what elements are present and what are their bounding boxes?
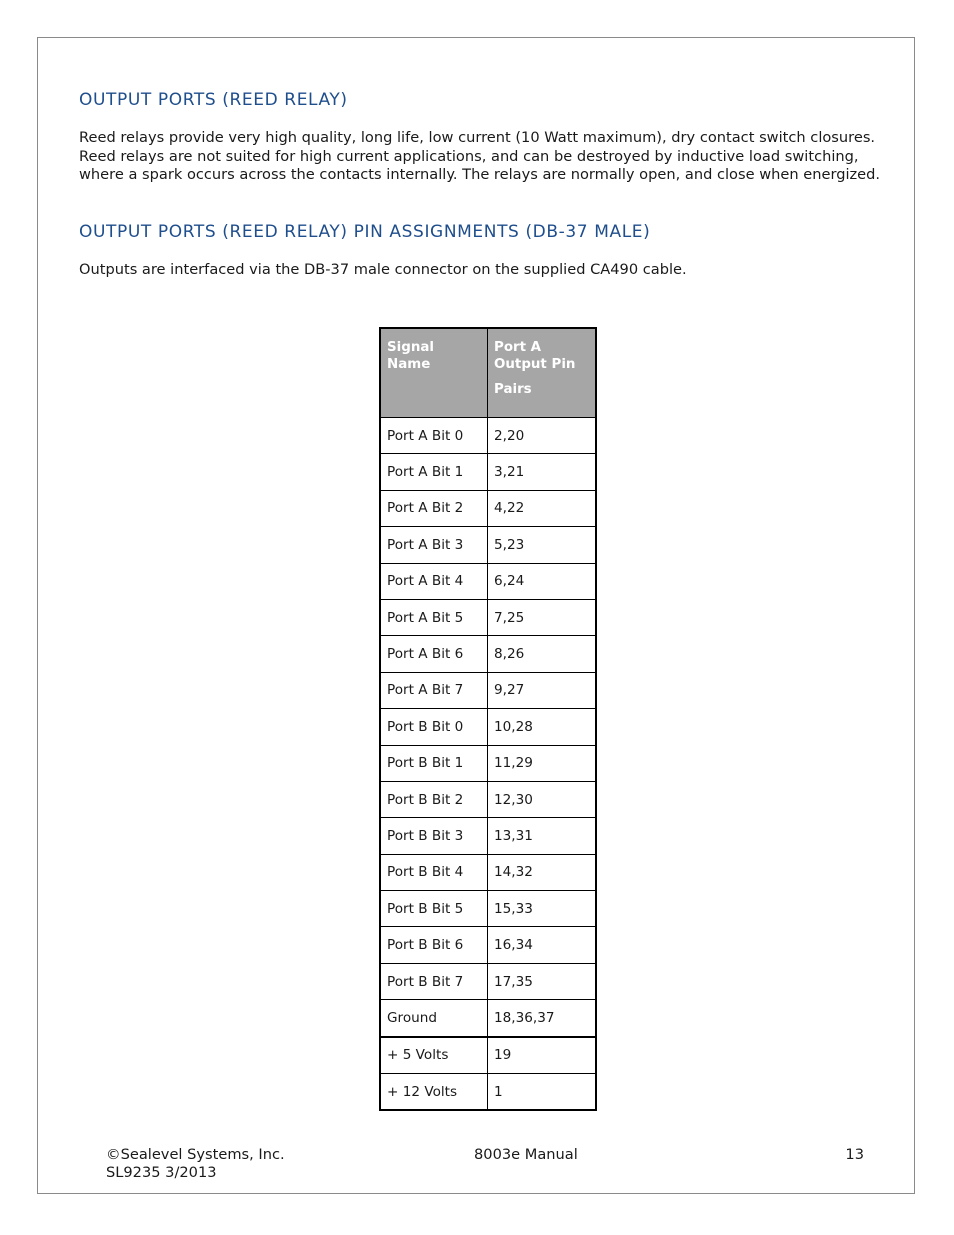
signal-name-cell: Port B Bit 7 <box>380 963 488 999</box>
pin-pairs-cell: 13,31 <box>488 818 597 854</box>
pin-pairs-cell: 19 <box>488 1037 597 1074</box>
signal-name-cell: Port A Bit 3 <box>380 527 488 563</box>
signal-name-cell: Port B Bit 4 <box>380 854 488 890</box>
footer-page-number: 13 <box>845 1146 864 1163</box>
signal-name-cell: Port A Bit 7 <box>380 672 488 708</box>
signal-name-cell: Port A Bit 4 <box>380 563 488 599</box>
signal-name-cell: Port A Bit 6 <box>380 636 488 672</box>
table-row <box>380 709 596 745</box>
table-row <box>380 527 596 563</box>
footer-left <box>106 1146 285 1182</box>
pin-pairs-cell: 3,21 <box>488 454 597 490</box>
signal-name-cell: Port B Bit 5 <box>380 891 488 927</box>
table-row <box>380 636 596 672</box>
signal-name-cell: + 12 Volts <box>380 1074 488 1111</box>
signal-name-cell: Ground <box>380 1000 488 1037</box>
header-signal-name: Signal Name <box>380 328 488 418</box>
table-row <box>380 1000 596 1037</box>
reed-relay-description: Reed relays provide very high quality, long life, low current (10 Watt maximum), dry contact switch closures. Reed relays are not suited for high current applications, and can be destroyed by inductive load switching, where a spark occurs across the contacts internally. The relays are normally open, and close when energized. <box>79 129 881 183</box>
table-row <box>380 963 596 999</box>
signal-name-cell: Port A Bit 0 <box>380 418 488 454</box>
table-row <box>380 818 596 854</box>
section-heading-pin-assignments: OUTPUT PORTS (REED RELAY) PIN ASSIGNMENTS (DB-37 MALE) <box>79 222 651 242</box>
pin-assignment-table <box>379 327 597 1111</box>
table-row <box>380 672 596 708</box>
pin-pairs-cell: 7,25 <box>488 599 597 635</box>
signal-name-cell: + 5 Volts <box>380 1037 488 1074</box>
signal-name-cell: Port B Bit 6 <box>380 927 488 963</box>
signal-name-cell: Port B Bit 1 <box>380 745 488 781</box>
table-row <box>380 781 596 817</box>
signal-name-cell: Port B Bit 2 <box>380 781 488 817</box>
header-line-2: Output Pin <box>494 357 576 372</box>
signal-name-cell: Port A Bit 5 <box>380 599 488 635</box>
signal-name-cell: Port B Bit 0 <box>380 709 488 745</box>
table-row <box>380 1074 596 1111</box>
pin-pairs-cell: 16,34 <box>488 927 597 963</box>
pin-pairs-cell: 2,20 <box>488 418 597 454</box>
table-row <box>380 490 596 526</box>
table-row <box>380 891 596 927</box>
pin-pairs-cell: 18,36,37 <box>488 1000 597 1037</box>
signal-name-cell: Port A Bit 2 <box>380 490 488 526</box>
header-line-1: Port A <box>494 340 542 355</box>
signal-name-cell: Port B Bit 3 <box>380 818 488 854</box>
pin-pairs-cell: 15,33 <box>488 891 597 927</box>
footer-doc-number: SL9235 3/2013 <box>106 1164 217 1181</box>
table-row <box>380 599 596 635</box>
table-row <box>380 745 596 781</box>
footer-company: ©Sealevel Systems, Inc. <box>106 1146 285 1163</box>
pin-pairs-cell: 9,27 <box>488 672 597 708</box>
table-row <box>380 418 596 454</box>
pin-pairs-cell: 1 <box>488 1074 597 1111</box>
signal-name-cell: Port A Bit 1 <box>380 454 488 490</box>
table-row <box>380 563 596 599</box>
section-heading-output-ports: OUTPUT PORTS (REED RELAY) <box>79 90 348 110</box>
table-row <box>380 854 596 890</box>
pin-pairs-cell: 11,29 <box>488 745 597 781</box>
header-line-3: Pairs <box>494 382 532 397</box>
pin-pairs-cell: 6,24 <box>488 563 597 599</box>
table-header-row <box>380 328 596 418</box>
table-row <box>380 1037 596 1074</box>
pin-pairs-cell: 10,28 <box>488 709 597 745</box>
pin-pairs-cell: 5,23 <box>488 527 597 563</box>
pin-pairs-cell: 8,26 <box>488 636 597 672</box>
pin-pairs-cell: 14,32 <box>488 854 597 890</box>
pin-pairs-cell: 4,22 <box>488 490 597 526</box>
header-output-pin-pairs <box>488 328 597 418</box>
footer-manual-title: 8003e Manual <box>474 1146 578 1163</box>
pin-pairs-cell: 17,35 <box>488 963 597 999</box>
table-row <box>380 927 596 963</box>
connector-description: Outputs are interfaced via the DB-37 male connector on the supplied CA490 cable. <box>79 261 687 278</box>
pin-pairs-cell: 12,30 <box>488 781 597 817</box>
table-row <box>380 454 596 490</box>
